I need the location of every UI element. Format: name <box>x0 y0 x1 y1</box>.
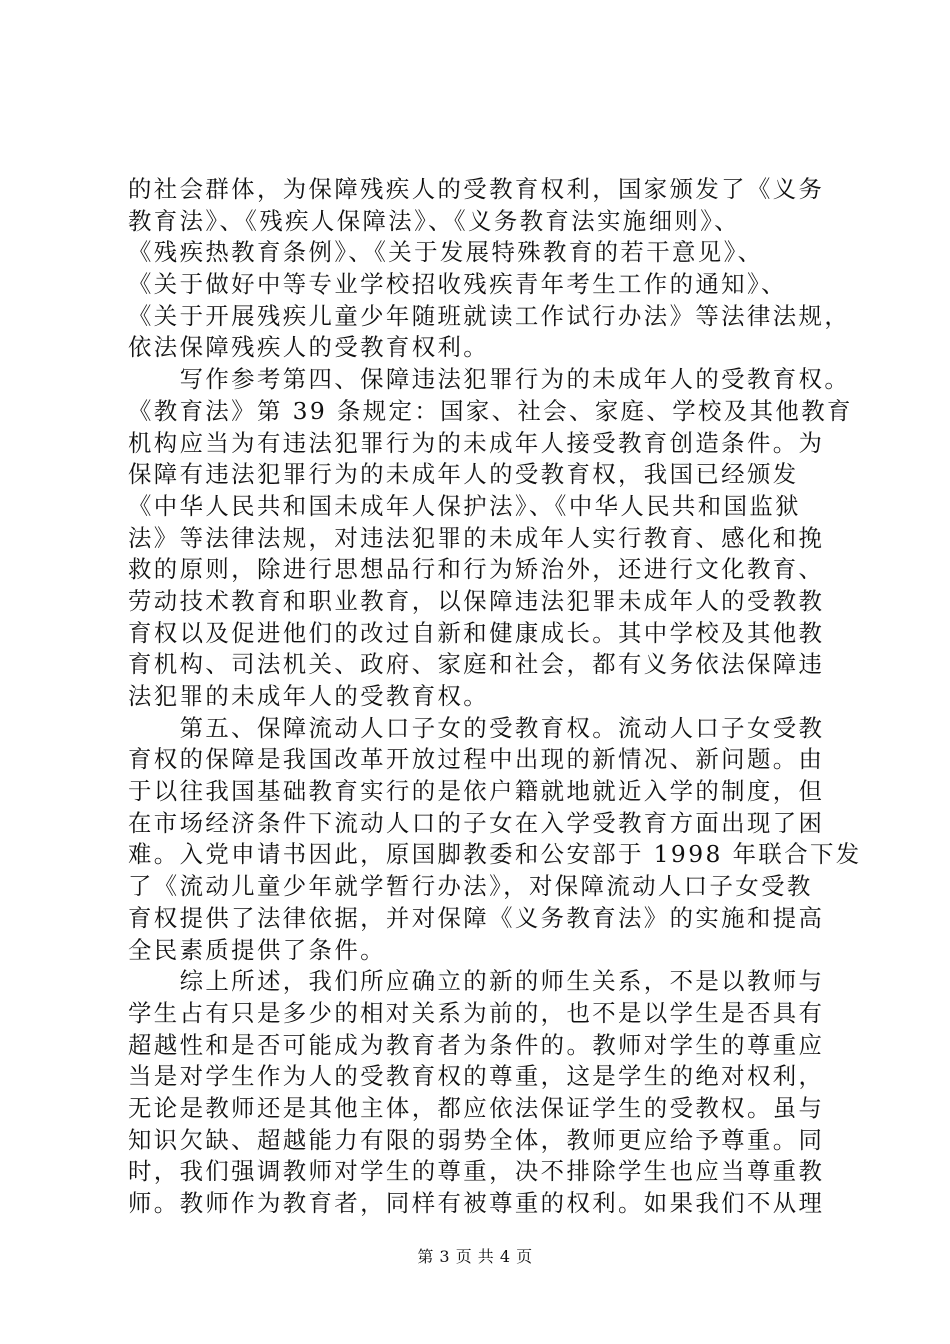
text-line: 时，我们强调教师对学生的尊重，决不排除学生也应当尊重教 <box>128 1157 825 1186</box>
text-line: 当是对学生作为人的受教育权的尊重，这是学生的绝对权利， <box>128 1062 825 1091</box>
text-line: 的社会群体，为保障残疾人的受教育权利，国家颁发了《义务 <box>128 175 825 203</box>
text-line: 师。教师作为教育者，同样有被尊重的权利。如果我们不从理 <box>128 1189 825 1217</box>
text-line: 育权提供了法律依据，并对保障《义务教育法》的实施和提高 <box>128 903 825 932</box>
text-line: 育机构、司法机关、政府、家庭和社会，都有义务依法保障违 <box>128 650 825 679</box>
text-line: 学生占有只是多少的相对关系为前的，也不是以学生是否具有 <box>128 998 825 1027</box>
text-line: 超越性和是否可能成为教育者为条件的。教师对学生的尊重应 <box>128 1030 825 1059</box>
text-line: 写作参考第四、保障违法犯罪行为的未成年人的受教育权。 <box>128 365 851 394</box>
text-line: 全民素质提供了条件。 <box>128 935 386 964</box>
text-line: 依法保障残疾人的受教育权利。 <box>128 333 490 362</box>
text-line: 第五、保障流动人口子女的受教育权。流动人口子女受教 <box>128 713 825 742</box>
text-line: 《残疾热教育条例》、《关于发展特殊教育的若干意见》、 <box>128 238 764 267</box>
text-line: 难。入党申请书因此，原国脚教委和公安部于 1998 年联合下发 <box>128 840 862 869</box>
text-line: 保障有违法犯罪行为的未成年人的受教育权，我国已经颁发 <box>128 460 799 489</box>
text-line: 《关于做好中等专业学校招收残疾青年考生工作的通知》、 <box>128 270 787 299</box>
text-line: 综上所述，我们所应确立的新的师生关系，不是以教师与 <box>128 967 825 996</box>
text-line: 在市场经济条件下流动人口的子女在入学受教育方面出现了困 <box>128 808 825 837</box>
text-line: 教育法》、《残疾人保障法》、《义务教育法实施细则》、 <box>128 206 741 235</box>
text-line: 法犯罪的未成年人的受教育权。 <box>128 682 490 710</box>
text-line: 知识欠缺、超越能力有限的弱势全体，教师更应给予尊重。同 <box>128 1125 825 1154</box>
text-line: 《关于开展残疾儿童少年随班就读工作试行办法》等法律法规， <box>128 301 851 330</box>
text-line: 无论是教师还是其他主体，都应依法保证学生的受教权。虽与 <box>128 1093 825 1122</box>
text-line: 育权的保障是我国改革开放过程中出现的新情况、新问题。由 <box>128 745 825 774</box>
text-line: 劳动技术教育和职业教育，以保障违法犯罪未成年人的受教教 <box>128 586 825 615</box>
text-line: 救的原则，除进行思想品行和行为矫治外，还进行文化教育、 <box>128 555 825 584</box>
text-line: 机构应当为有违法犯罪行为的未成年人接受教育创造条件。为 <box>128 428 825 457</box>
text-line: 育权以及促进他们的改过自新和健康成长。其中学校及其他教 <box>128 618 825 647</box>
text-line: 《教育法》第 39 条规定：国家、社会、家庭、学校及其他教育 <box>128 396 853 425</box>
text-line: 于以往我国基础教育实行的是依户籍就地就近入学的制度，但 <box>128 777 825 806</box>
text-line: 了《流动儿童少年就学暂行办法》，对保障流动人口子女受教 <box>128 872 813 901</box>
page-footer: 第 3 页 共 4 页 <box>417 1247 533 1266</box>
text-line: 《中华人民共和国未成年人保护法》、《中华人民共和国监狱 <box>128 491 801 520</box>
body-text <box>128 174 862 1220</box>
text-line: 法》等法律法规，对违法犯罪的未成年人实行教育、感化和挽 <box>128 523 825 552</box>
